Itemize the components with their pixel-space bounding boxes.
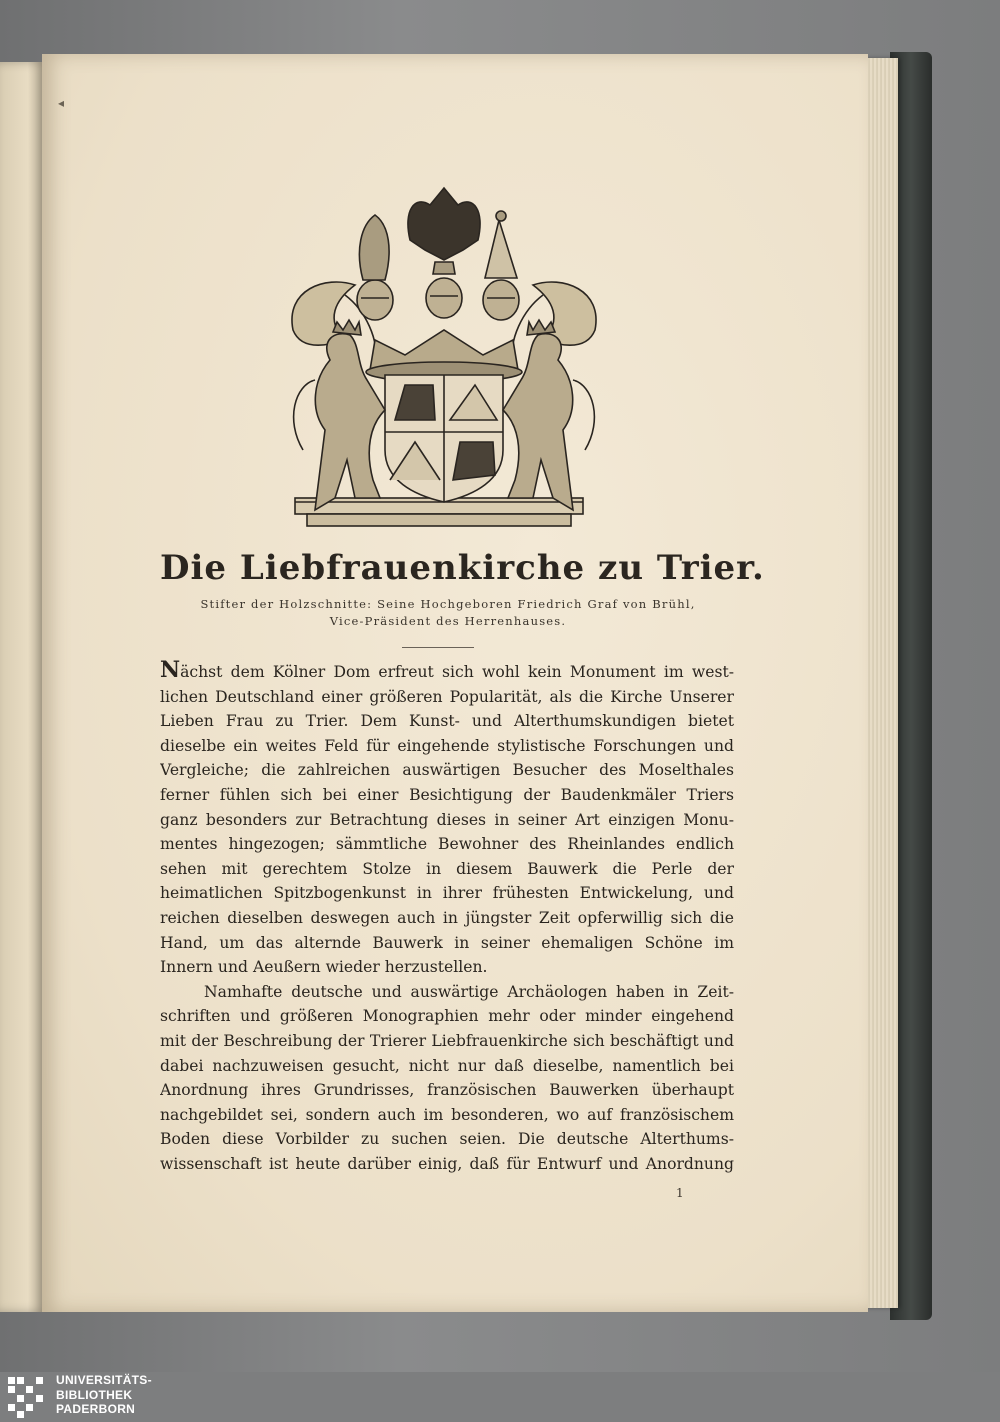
text-line: Boden diese Vorbilder zu suchen seien. Die deutsche Alterthums- xyxy=(160,1130,734,1149)
text-line: sehen mit gerechtem Stolze in diesem Bauwerk die Perle der xyxy=(160,859,734,878)
page-marker-icon: ◂ xyxy=(58,96,65,110)
text-line: mentes hingezogen; sämmtliche Bewohner des Rheinlandes endlich xyxy=(160,835,734,854)
text-line: Anordnung ihres Grundrisses, französischen Bauwerken überhaupt xyxy=(160,1081,734,1100)
text-line: lichen Deutschland einer größeren Popularität, als die Kirche Unserer xyxy=(160,687,734,706)
subtitle-office: Vice-Präsident des Herrenhauses. xyxy=(329,614,567,628)
paragraph-2 xyxy=(160,980,734,1177)
text-line: heimatlichen Spitzbogenkunst in ihrer frühesten Entwickelung, und xyxy=(160,884,734,903)
library-logo-icon xyxy=(6,1375,50,1419)
text-line: ferner fühlen sich bei einer Besichtigung der Baudenkmäler Triers xyxy=(160,785,734,804)
text-line: Vergleiche; die zahlreichen auswärtigen Besucher des Moselthales xyxy=(160,761,734,780)
library-name-line2: BIBLIOTHEK xyxy=(56,1387,133,1402)
coat-of-arms-illustration xyxy=(285,180,603,532)
library-name xyxy=(56,1373,152,1417)
text-line: Hand, um das alternde Bauwerk in seiner ehemaligen Schöne im xyxy=(160,933,734,952)
text-line: dabei nachzuweisen gesucht, nicht nur daß dieselbe, namentlich bei xyxy=(160,1056,734,1075)
text-line: ganz besonders zur Betrachtung dieses in seiner Art einzigen Monu- xyxy=(160,810,734,829)
text-line: dieselbe ein weites Feld für eingehende stylistische Forschungen und xyxy=(160,736,734,755)
library-name-line1: UNIVERSITÄTS- xyxy=(56,1373,152,1387)
text-line: Nächst dem Kölner Dom erfreut sich wohl kein Monument im west- xyxy=(160,658,734,683)
text-line: schriften und größeren Monographien mehr oder minder eingehend xyxy=(160,1007,734,1026)
page-number: 1 xyxy=(676,1186,684,1200)
paragraph-1 xyxy=(160,658,734,980)
body-text xyxy=(160,658,734,1176)
divider xyxy=(402,647,474,648)
left-page-edge xyxy=(0,62,46,1312)
drop-initial: N xyxy=(160,658,181,683)
library-name-line3: PADERBORN xyxy=(56,1402,136,1416)
text-line: Namhafte deutsche und auswärtige Archäologen haben in Zeit- xyxy=(204,982,734,1001)
text-line: Lieben Frau zu Trier. Dem Kunst- und Alterthumskundigen bietet xyxy=(160,712,734,731)
text-line: Innern und Aeußern wieder herzustellen. xyxy=(160,958,488,977)
text-line: nachgebildet sei, sondern auch im besonderen, wo auf französischem xyxy=(160,1105,734,1124)
text-line: wissenschaft ist heute darüber einig, daß für Entwurf und Anordnung xyxy=(160,1154,734,1173)
subtitle-donor: Stifter der Holzschnitte: Seine Hochgeboren Friedrich Graf von Brühl, xyxy=(200,597,696,611)
text-line: mit der Beschreibung der Trierer Liebfrauenkirche sich beschäftigt und xyxy=(160,1031,734,1050)
text-line: reichen dieselben deswegen auch in jüngster Zeit opferwillig sich die xyxy=(160,908,734,927)
page-title: Die Liebfrauenkirche zu Trier. xyxy=(160,548,765,588)
